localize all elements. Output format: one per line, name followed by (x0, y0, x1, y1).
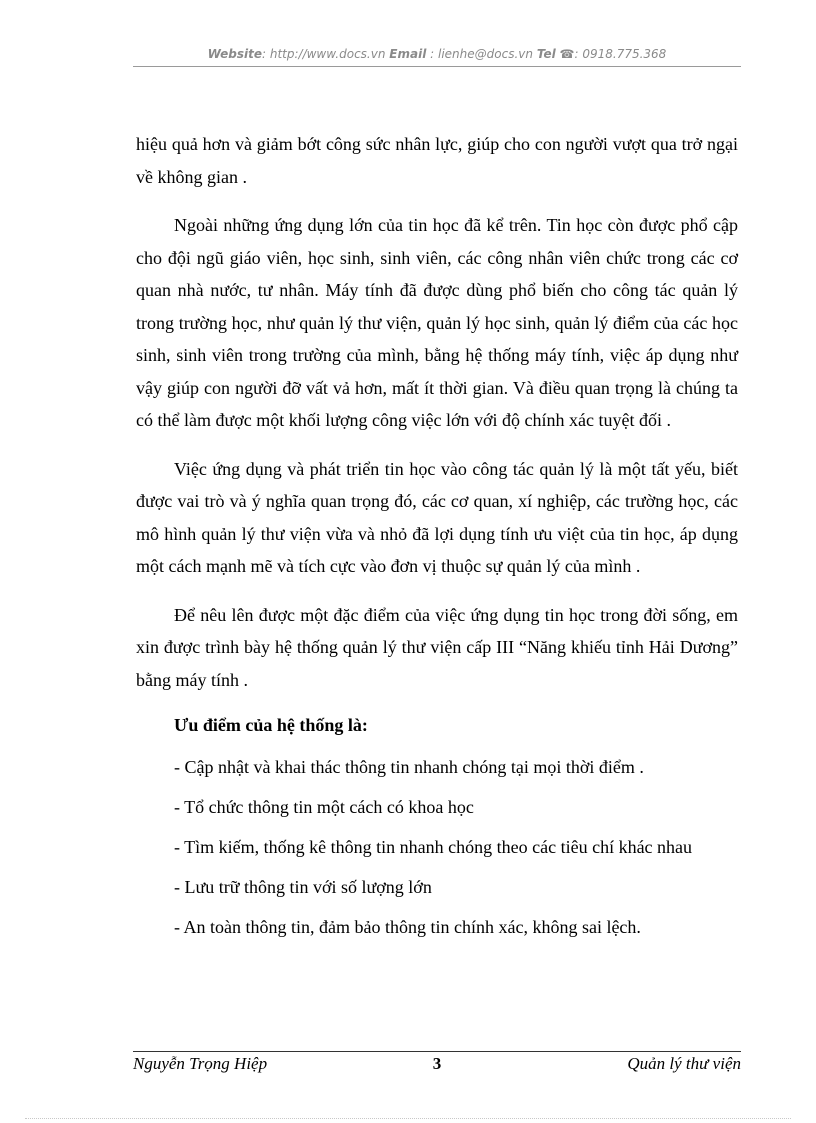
website-value: : http://www.docs.vn (262, 47, 386, 61)
list-item: - An toàn thông tin, đảm bảo thông tin chính xác, không sai lệch. (174, 917, 641, 937)
tel-value: : 0918.775.368 (574, 47, 667, 61)
advantages-list (136, 754, 738, 940)
page-number: 3 (432, 1054, 442, 1073)
phone-icon: ☎ (559, 47, 575, 61)
list-item: - Tìm kiếm, thống kê thông tin nhanh chóng theo các tiêu chí khác nhau (174, 837, 693, 857)
header-divider (133, 66, 741, 67)
page-header (133, 47, 741, 61)
list-item: - Lưu trữ thông tin với số lượng lớn (174, 877, 432, 897)
paragraph-applications: Ngoài những ứng dụng lớn của tin học đã kể trên. Tin học còn được phổ cập cho đội ngũ giáo viên, học sinh, sinh viên, các công nhân viên chức trong các cơ quan nhà nước, tư nhân. Máy tính đã được dùng phổ biến cho công tác quản lý trong trường học, như quản lý thư viện, quản lý học sinh, quản lý điểm của các học sinh, sinh viên trong trường của mình, bằng hệ thống máy tính, việc áp dụng như vậy giúp con người đỡ vất vả hơn, mất ít thời gian. Và điều quan trọng là chúng ta có thể làm được một khối lượng công việc lớn với độ chính xác tuyệt đối . (136, 215, 738, 430)
footer-author: Nguyễn Trọng Hiệp (133, 1054, 268, 1073)
footer-subject: Quản lý thư viện (627, 1054, 741, 1073)
page-footer (133, 1054, 741, 1078)
paragraph-introduction: Để nêu lên được một đặc điểm của việc ứng dụng tin học trong đời sống, em xin được trình bày hệ thống quản lý thư viện cấp III “Năng khiếu tỉnh Hải Dương” bằng máy tính . (136, 604, 738, 690)
email-label: Email (389, 47, 427, 61)
page-bottom-edge (25, 1118, 791, 1119)
paragraph-management: Việc ứng dụng và phát triển tin học vào công tác quản lý là một tất yếu, biết được vai trò và ý nghĩa quan trọng đó, các cơ quan, xí nghiệp, các trường học, các mô hình quản lý thư viện vừa và nhỏ đã lợi dụng tính ưu việt của tin học, áp dụng một cách mạnh mẽ và tích cực vào đơn vị thuộc sự quản lý của mình . (136, 458, 738, 576)
list-item: - Cập nhật và khai thác thông tin nhanh chóng tại mọi thời điểm . (174, 757, 644, 777)
list-item: - Tổ chức thông tin một cách có khoa học (174, 797, 474, 817)
email-value: : lienhe@docs.vn (430, 47, 533, 61)
footer-divider (133, 1051, 741, 1052)
page-content (136, 128, 738, 954)
tel-label: Tel (536, 47, 556, 61)
advantages-heading: Ưu điểm của hệ thống là: (174, 715, 368, 735)
website-label: Website (207, 47, 262, 61)
paragraph-continuation: hiệu quả hơn và giảm bớt công sức nhân lực, giúp cho con người vượt qua trở ngại về không gian . (136, 134, 738, 187)
